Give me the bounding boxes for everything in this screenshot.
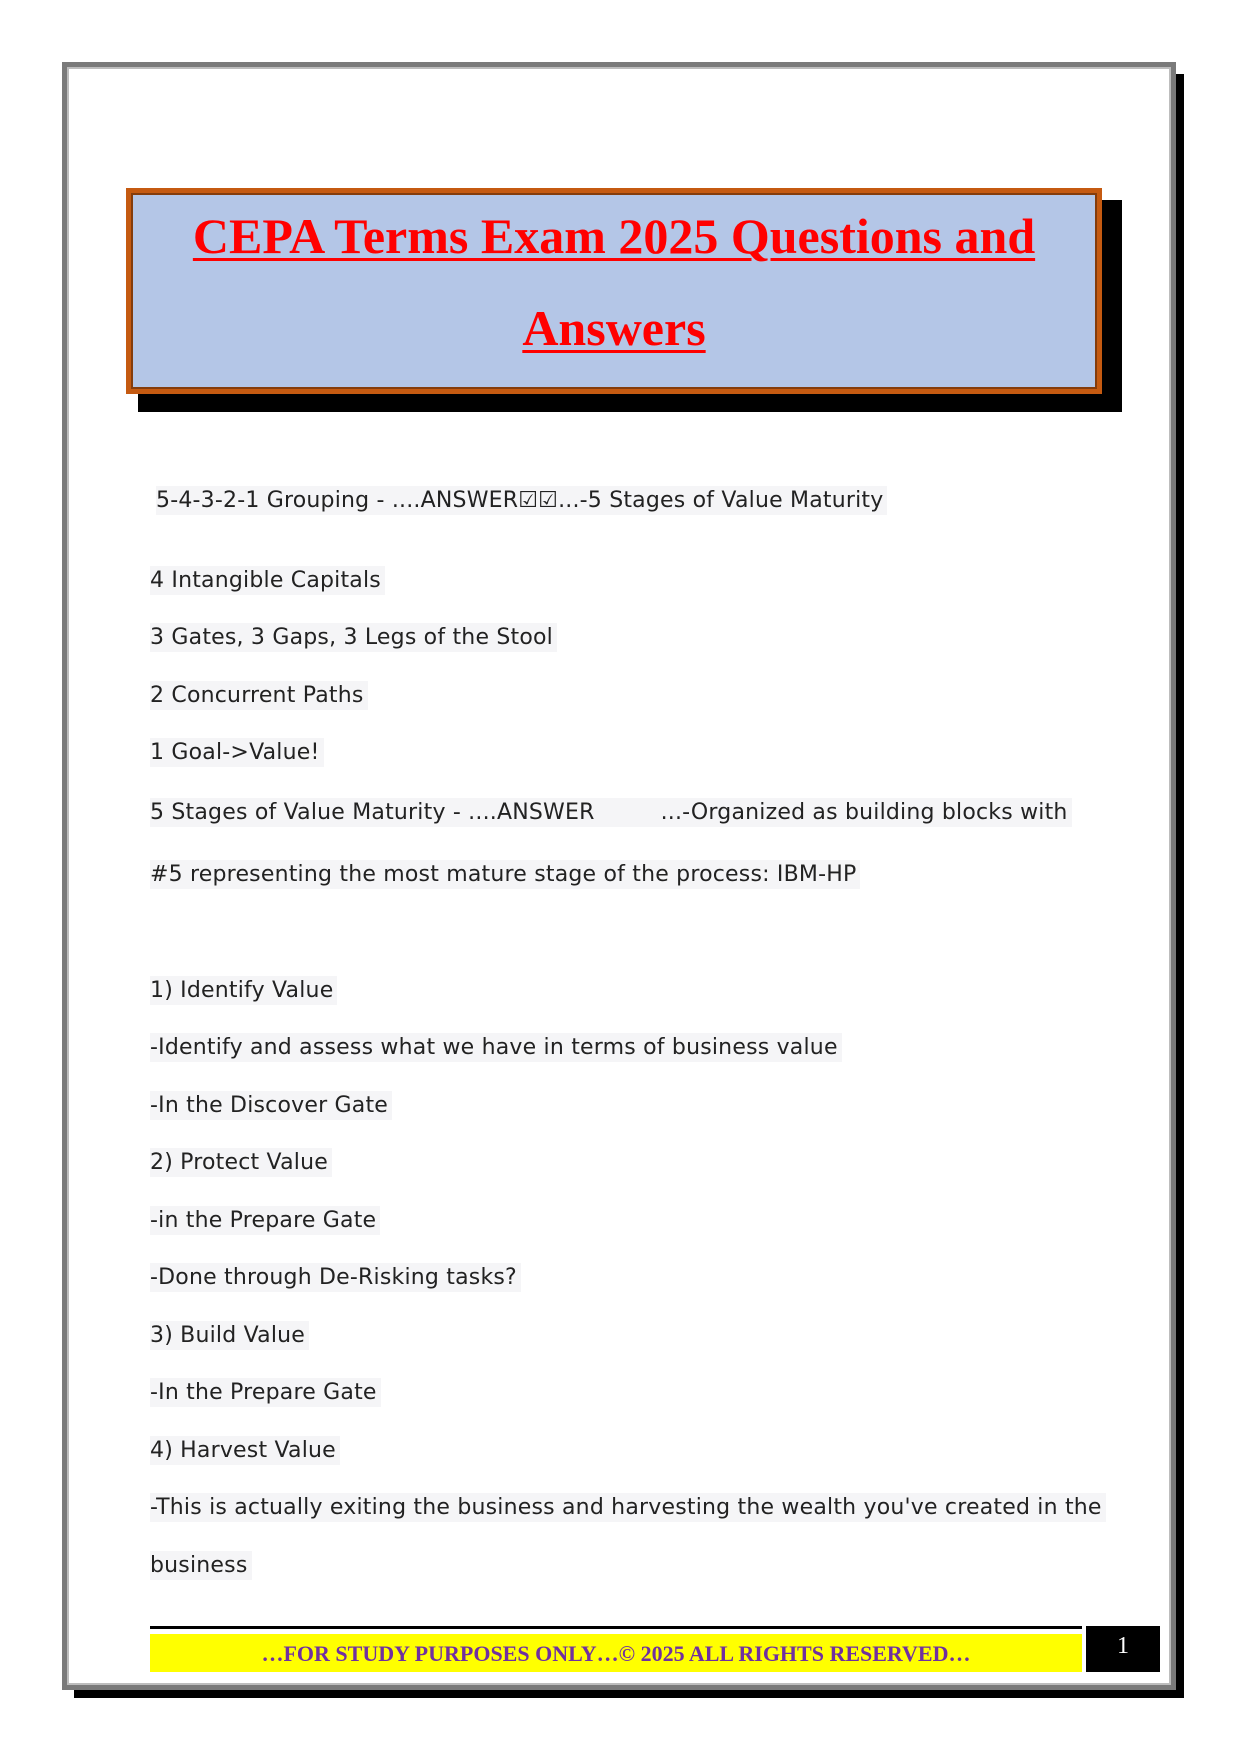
list-item: 3 Gates, 3 Gaps, 3 Legs of the Stool <box>150 623 557 652</box>
stage-item: -In the Prepare Gate <box>150 1378 381 1407</box>
list-item: 2 Concurrent Paths <box>150 681 368 710</box>
answer-mark-placeholder <box>595 802 661 824</box>
stage-item: 2) Protect Value <box>150 1148 332 1177</box>
question-value-maturity-line2: #5 representing the most mature stage of the process: IBM-HP <box>150 860 860 889</box>
stage-item: -Identify and assess what we have in terms of business value <box>150 1033 842 1062</box>
stage-item: -This is actually exiting the business and harvesting the wealth you've created in the <box>150 1493 1106 1522</box>
title-box <box>126 188 1102 394</box>
footer-copyright: …FOR STUDY PURPOSES ONLY…© 2025 ALL RIGHTS RESERVED… <box>150 1634 1082 1672</box>
stage-item: -Done through De-Risking tasks? <box>150 1263 521 1292</box>
stage-item: 1) Identify Value <box>150 976 337 1005</box>
stage-item: business <box>150 1551 252 1580</box>
title-line-1: CEPA Terms Exam 2025 Questions and <box>192 208 1036 264</box>
stage-item: -In the Discover Gate <box>150 1091 392 1120</box>
stage-item: 3) Build Value <box>150 1321 309 1350</box>
list-item: 4 Intangible Capitals <box>150 566 385 595</box>
page-number: 1 <box>1086 1626 1160 1672</box>
stage-item: 4) Harvest Value <box>150 1436 340 1465</box>
question-value-maturity-part1: 5 Stages of Value Maturity - ....ANSWER <box>150 800 595 825</box>
stage-item: -in the Prepare Gate <box>150 1206 380 1235</box>
title-line-2: Answers <box>522 300 706 356</box>
question-value-maturity-part2: ...-Organized as building blocks with <box>660 800 1068 825</box>
footer-rule <box>150 1626 1082 1629</box>
list-item: 1 Goal->Value! <box>150 738 324 767</box>
question-grouping: 5-4-3-2-1 Grouping - ....ANSWER☑☑...-5 Stages of Value Maturity <box>156 486 887 515</box>
question-value-maturity <box>150 798 1072 827</box>
